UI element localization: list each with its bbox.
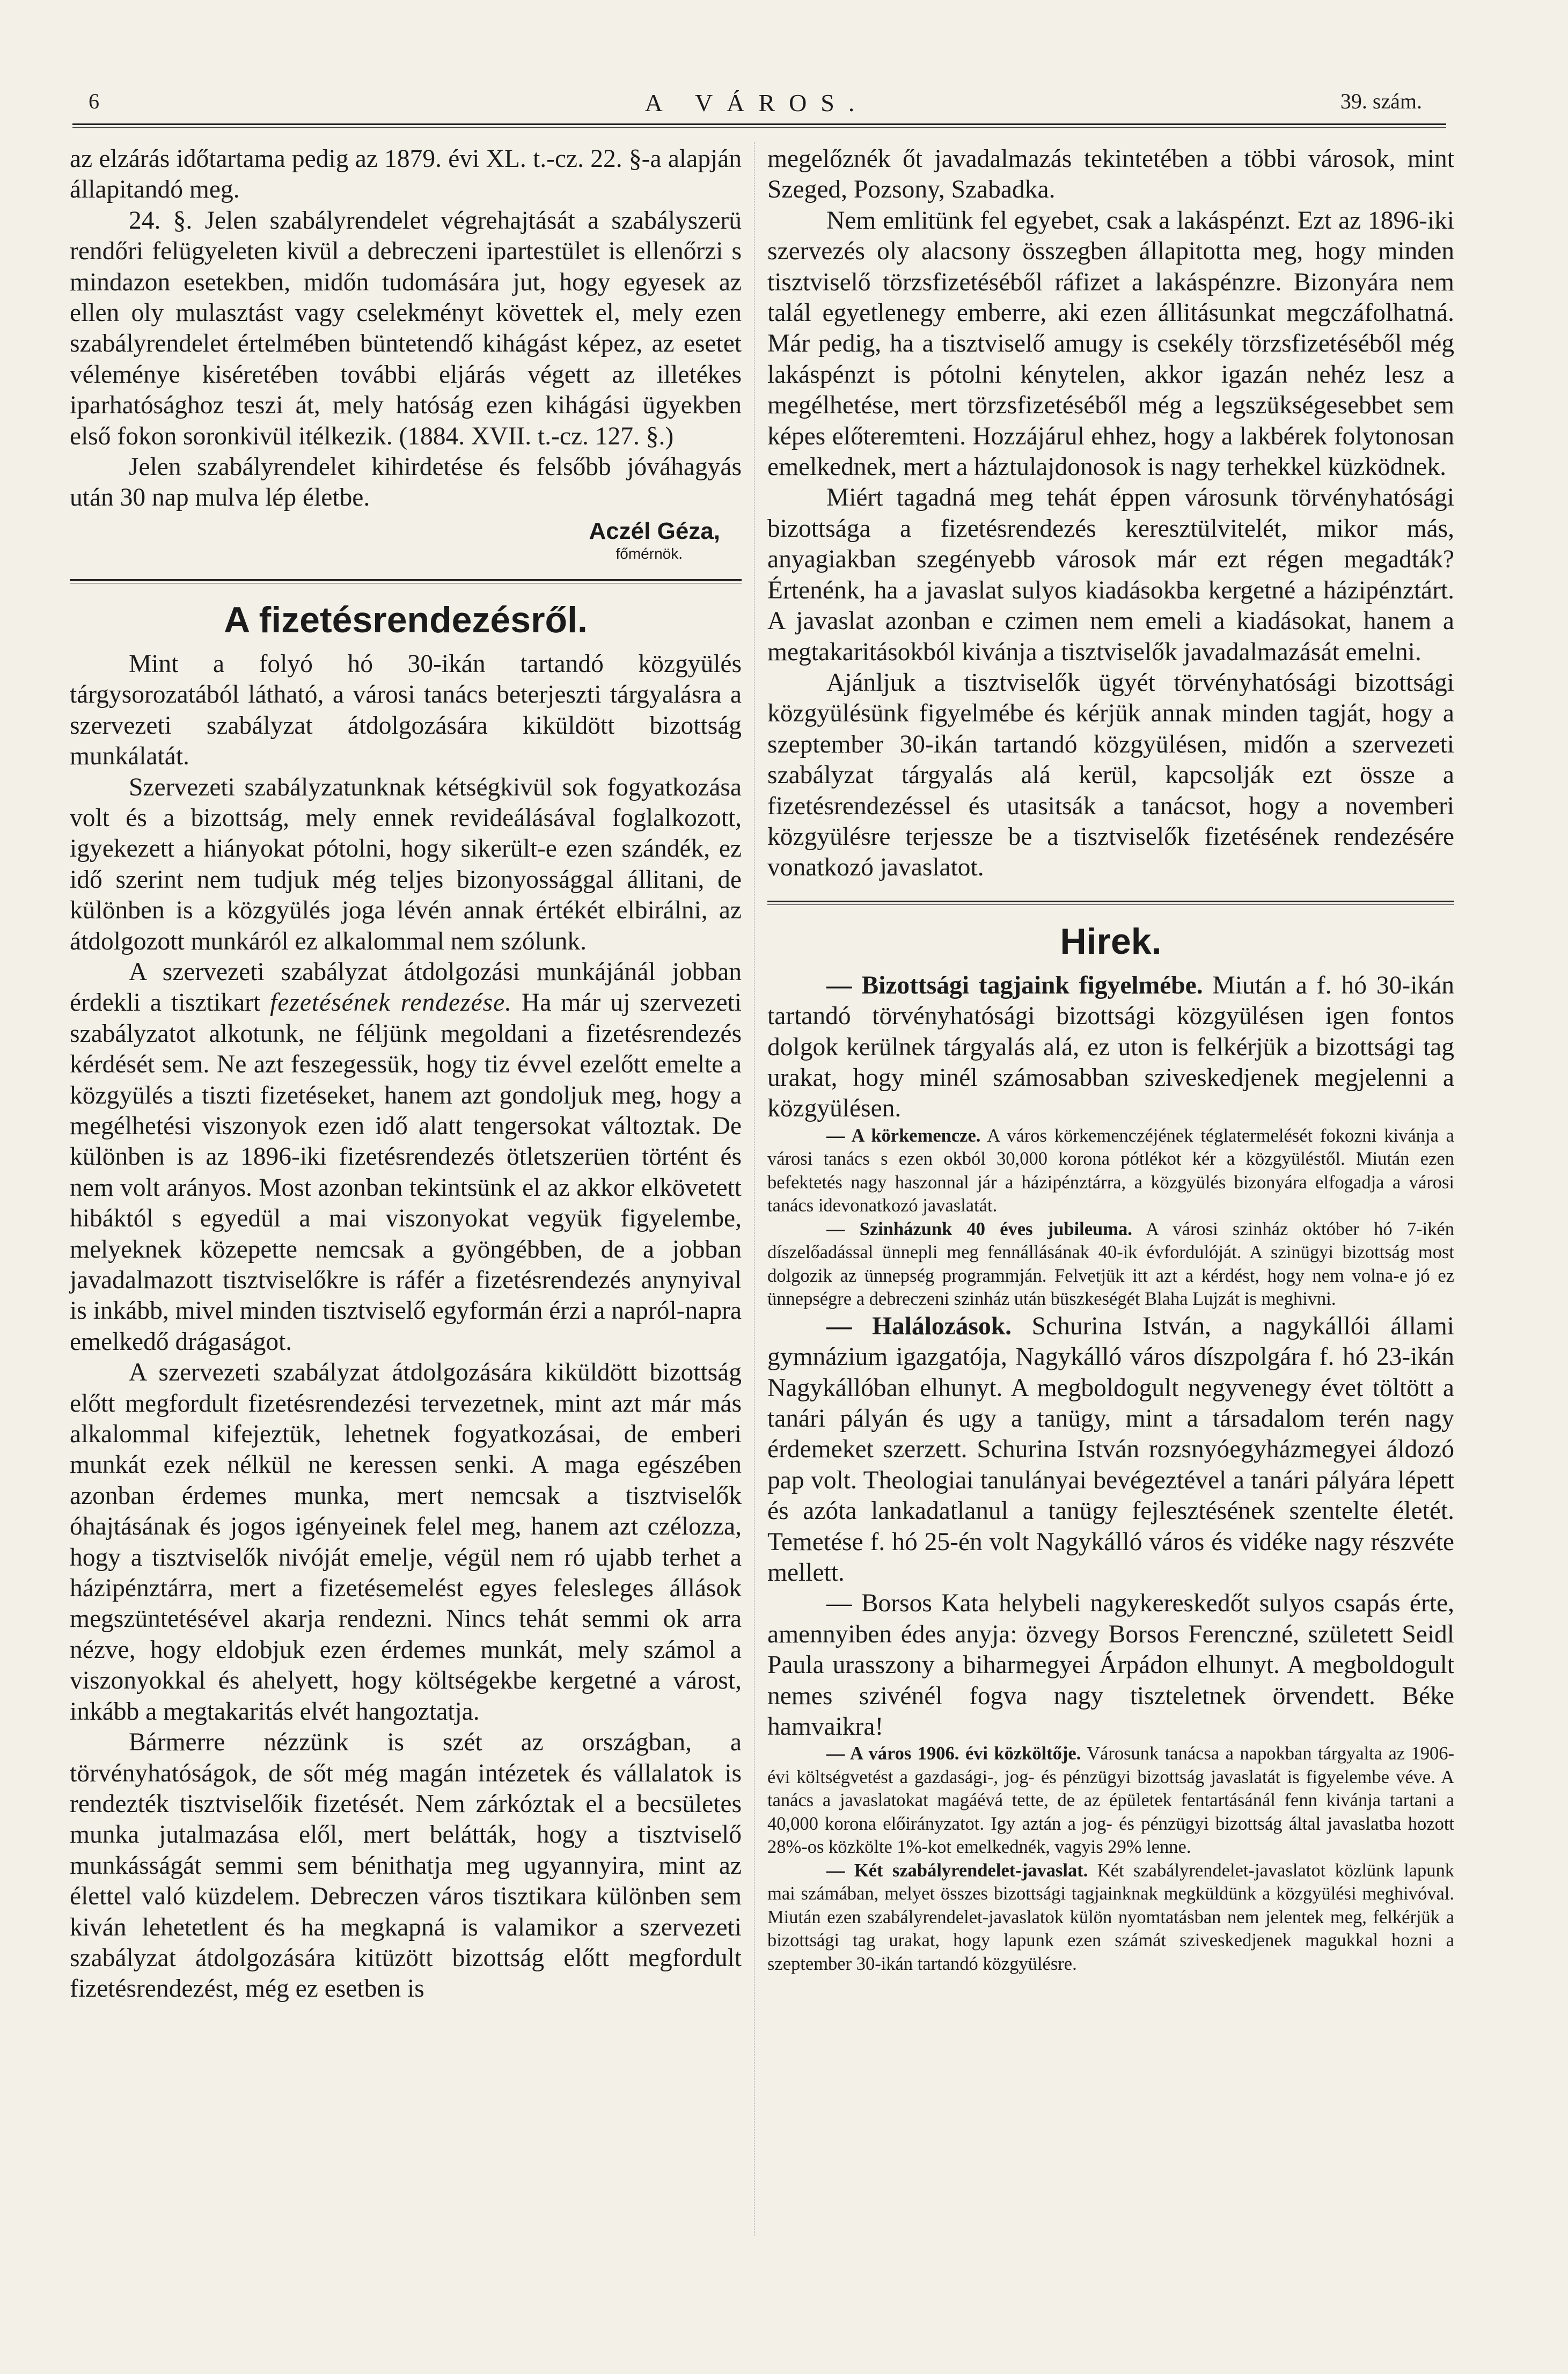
news-item	[767, 970, 1454, 1124]
news-headline: — A város 1906. évi közköltője.	[826, 1743, 1081, 1764]
news-body: A város körkemenczéjének téglatermelését fokozni kivánja a városi tanács s ezen okból 30,000 korona pótlékot kér a közgyüléstől. Miután ezen befektetés nagy haszonnal jár a házipénztárra, a közgyülés bizonyára elfogadja a városi tanács idevonatkozó javaslatát.	[767, 1125, 1454, 1216]
news-headline: — Szinházunk 40 éves jubileuma.	[826, 1218, 1132, 1239]
paragraph: Nem emlitünk fel egyebet, csak a lakáspénzt. Ezt az 1896-iki szervezés oly alacsony összegben állapitotta meg, hogy minden tisztviselő törzsfizetéséből ráfizet a lakáspénzre. Bizonyára nem talál egyetlenegy emberre, aki ezen állitásunkat megczáfolhatná. Már pedig, ha a tisztviselő amugy is csekély törzsfizetéséből még lakáspénzt is pótolni kénytelen, akkor igazán nehéz lesz a megélhetése, mert törzsfizetéséből még a legszükségesebbet sem képes előteremteni. Hozzájárul ehhez, hogy a lakbérek folytonosan emelkednek, mert a háztulajdonosok is nagy terhekkel küzködnek.	[767, 206, 1454, 481]
paragraph: A szervezeti szabályzat átdolgozására kiküldött bizottság előtt megfordult fizetésrendezési tervezetnek, mint azt már más alkalommal kifejeztük, lehetnek fogyatkozásai, de emberi munkát ezek nélkül ne keressen senki. A maga egészében azonban érdemes munka, mert nemcsak a tisztviselők óhajtásának és jogos igényeinek felel meg, hanem azt czélozza, hogy a tisztviselők nivóját emelje, végül nem ró ujabb terhet a házipénztárra, mert a fizetésemelést egyes felesleges állások megszüntetésével akarja rendezni. Nincs tehát semmi ok arra nézve, hogy eldobjuk ezen érdemes munkát, mely számol a viszonyokkal és ahelyett, hogy költségekbe kergetné a várost, inkább a megtakaritás elvét hangoztatja.	[70, 1358, 742, 1726]
news-section-title: Hirek.	[1060, 921, 1162, 962]
left-column	[70, 144, 742, 2005]
news-item	[767, 1218, 1454, 1311]
news-body: Schurina István, a nagykállói állami gymnázium igazgatója, Nagykálló város díszpolgára f. hó 23-ikán Nagykállóban elhunyt. A megboldogult negyvenegy évet töltött a tanári pályán és ugy a tanügy, mint a társadalom terén nagy érdemeket szerzett. Schurina István rozsnyóegyházmegyei áldozó pap volt. Theologiai tanulányai bevégeztével a tanári pályára lépett és azóta lankadatlanul a tanügy fejlesztésének szentelte életét. Temetése f. hó 25-én volt Nagykálló város és vidéke nagy részvéte mellett.	[767, 1312, 1454, 1587]
news-body: Városunk tanácsa a napokban tárgyalta az 1906-évi költségvetést a gazdasági-, jog- és pénzügyi bizottság javaslatát is figyelembe véve. A tanács a javaslatokat magáévá tette, de az épületek fentartásánál fenn kivánja tartani a 40,000 korona előirányzatot. Igy aztán a jog- és pénzügyi bizottság által javaslatba hozott 28%-os közkölte 1%-kot emelkednék, vagyis 29% lenne.	[767, 1743, 1454, 1858]
paragraph: Mint a folyó hó 30-ikán tartandó közgyülés tárgysorozatából látható, a városi tanács beterjeszti tárgyalásra a szervezeti szabályzat átdolgozására kiküldött bizottság munkálatát.	[70, 649, 742, 771]
section-divider	[767, 901, 1454, 905]
newspaper-title: A VÁROS.	[644, 89, 869, 116]
news-item: — Borsos Kata helybeli nagykereskedőt sulyos csapás érte, amennyiben édes anyja: özvegy Borsos Ferenczné, született Seidl Paula urasszony a biharmegyei Árpádon elhunyt. A megboldogult nemes szivénél fogva nagy tiszteletnek örvendett. Béke hamvaikra!	[767, 1589, 1454, 1741]
news-headline: — Bizottsági tagjaink figyelmébe.	[826, 971, 1203, 999]
paragraph: 24. §. Jelen szabályrendelet végrehajtását a szabályszerü rendőri felügyeleten kivül a debreczeni ipartestület is ellenőrzi s mindazon esetekben, midőn tudomására jut, hogy egyesek az ellen oly mulasztást vagy cselekményt követtek el, mely ezen szabályrendelet értelmében büntetendő kihágást képez, az esetet véleménye kiséretében további eljárás végett az illetékes iparhatósághoz teszi át, mely hatóság ezen kihágási ügyekben első fokon soronkivül itélkezik. (1884. XVII. t.-cz. 127. §.)	[70, 206, 742, 450]
text-run: A szervezeti szabályzat átdolgozási munkájánál jobban érdekli a tisztikart	[70, 958, 742, 1017]
news-list	[767, 970, 1454, 1976]
news-headline: — Két szabályrendelet-javaslat.	[826, 1860, 1088, 1881]
news-item	[767, 1124, 1454, 1218]
news-item	[767, 1742, 1454, 1859]
news-headline: — A körkemencze.	[826, 1125, 981, 1146]
paragraph: az elzárás időtartama pedig az 1879. évi XL. t.-cz. 22. §-a alapján állapitandó meg.	[70, 145, 742, 204]
section-divider	[70, 579, 742, 583]
header-rule-thin	[72, 127, 1446, 128]
news-body: A városi szinház október hó 7-ikén díszelőadással ünnepli meg fennállásának 40-ik évfordulóját. A szinügyi bizottság most dolgozik az ünnepség programmján. Felvetjük itt azt a kérdést, hogy nem volna-e jó ez ünnepségre a debreczeni szinház után büszkeségét Blaha Lujzát is meghivni.	[767, 1218, 1454, 1310]
author-title: főmérnök.	[616, 545, 683, 562]
right-column	[767, 144, 1454, 1976]
paragraph: megelőznék őt javadalmazás tekintetében a többi városok, mint Szeged, Pozsony, Szabadka.	[767, 145, 1454, 204]
issue-number: 39. szám.	[1340, 89, 1422, 113]
page-header	[80, 89, 1433, 126]
news-item	[767, 1859, 1454, 1976]
article-title: A fizetésrendezésről.	[224, 599, 588, 640]
emphasis-text: fezetésének rendezése.	[270, 989, 512, 1017]
paragraph: Jelen szabályrendelet kihirdetése és felsőbb jóváhagyás után 30 nap mulva lép életbe.	[70, 453, 742, 512]
author-signature: Aczél Géza,	[589, 517, 720, 544]
paragraph: Szervezeti szabályzatunknak kétségkivül sok fogyatkozása volt és a bizottság, mely ennek revideálásával foglalkozott, igyekezett a hiányokat pótolni, hogy sikerült-e ezen szándék, ez idő szerint nem tudjuk még teljes bizonyossággal állitani, de különben is a közgyülés joga lévén annak értékét elbirálni, az átdolgozott munkáról ez alkalommal nem szólunk.	[70, 773, 742, 955]
header-rule	[72, 123, 1446, 125]
news-body: Két szabályrendelet-javaslatot közlünk lapunk mai számában, melyet összes bizottsági tagjainknak megküldünk a közgyülési meghivóval. Miután ezen szabályrendelet-javaslatok külön nyomtatásban nem jelentek meg, felkérjük a bizottsági tag urakat, hogy lapunk ezen számát sziveskedjenek magukkal hozni a szeptember 30-ikán tartandó közgyülésre.	[767, 1860, 1455, 1974]
paragraph	[70, 957, 742, 1357]
paragraph: Miért tagadná meg tehát éppen városunk törvényhatósági bizottsága a fizetésrendezés keresztülvitelét, mikor más, anyagiakban szegényebb városok már ezt régen megadták? Értenénk, ha a javaslat sulyos kiadásokba kergetné a házipénztárt. A javaslat azonban e czimen nem emeli a kiadásokat, hanem a megtakaritásokból kivánja a tisztviselők javadalmazását emelni.	[767, 484, 1454, 666]
news-item	[767, 1311, 1454, 1589]
text-run: Ha már uj szervezeti szabályzatot alkotunk, ne féljünk megoldani a fizetésrendezés kérdését sem. Ne azt feszegessük, hogy tiz évvel ezelőtt emelte a közgyülés a tiszti fizetéseket, hanem azt gondoljuk meg, hogy a megélhetési viszonyok ezen idő alatt tengersokat változtak. De különben is az 1896-iki fizetésrendezés ötletszerüen történt és nem volt arányos. Most azonban tekintsünk el az akkor elkövetett hibáktól s egyedül a mai viszonyokat vegyük figyelembe, melyeknek közepette nemcsak a gyöngébben, de a jobban javadalmazott tisztviselőkre is ráfér a fizetésrendezés anynyival is inkább, mivel minden tisztviselő egyformán érzi a napról-napra emelkedő drágaságot.	[70, 989, 742, 1356]
news-body: Miután a f. hó 30-ikán tartandó törvényhatósági bizottsági közgyülésen igen fontos dolgok kerülnek tárgyalás alá, ez uton is felkérjük a bizottsági tag urakat, hogy minél számosabban sziveskedjenek megjelenni a közgyülésen.	[767, 971, 1454, 1123]
paragraph: Ajánljuk a tisztviselők ügyét törvényhatósági bizottsági közgyülésünk figyelmébe és kérjük annak minden tagját, hogy a szeptember 30-ikán tartandó közgyülésen, midőn a szervezeti szabályzat tárgyalás alá kerül, kapcsolják ezt össze a fizetésrendezéssel és utasitsák a tanácsot, hogy a novemberi közgyülésre terjessze be a tisztviselők fizetésének rendezésére vonatkozó javaslatot.	[767, 668, 1454, 882]
page-number: 6	[89, 89, 99, 113]
paragraph: Bármerre nézzünk is szét az országban, a törvényhatóságok, de sőt még magán intézetek és vállalatok is rendezték tisztviselőik fizetését. Nem zárkóztak el a becsületes munka jutalmazása elől, mert belátták, hogy a tisztviselő munkásságát semmi sem bénithatja meg ugyannyira, mint az élettel való küzdelem. Debreczen város tisztikara különben sem kiván lehetetlent és ha megkapná is valamikor a szervezeti szabályzat átdolgozására kitüzött bizottság előtt megfordult fizetésrendezést, még ez esetben is	[70, 1728, 742, 2003]
news-headline: — Halálozások.	[826, 1312, 1012, 1340]
